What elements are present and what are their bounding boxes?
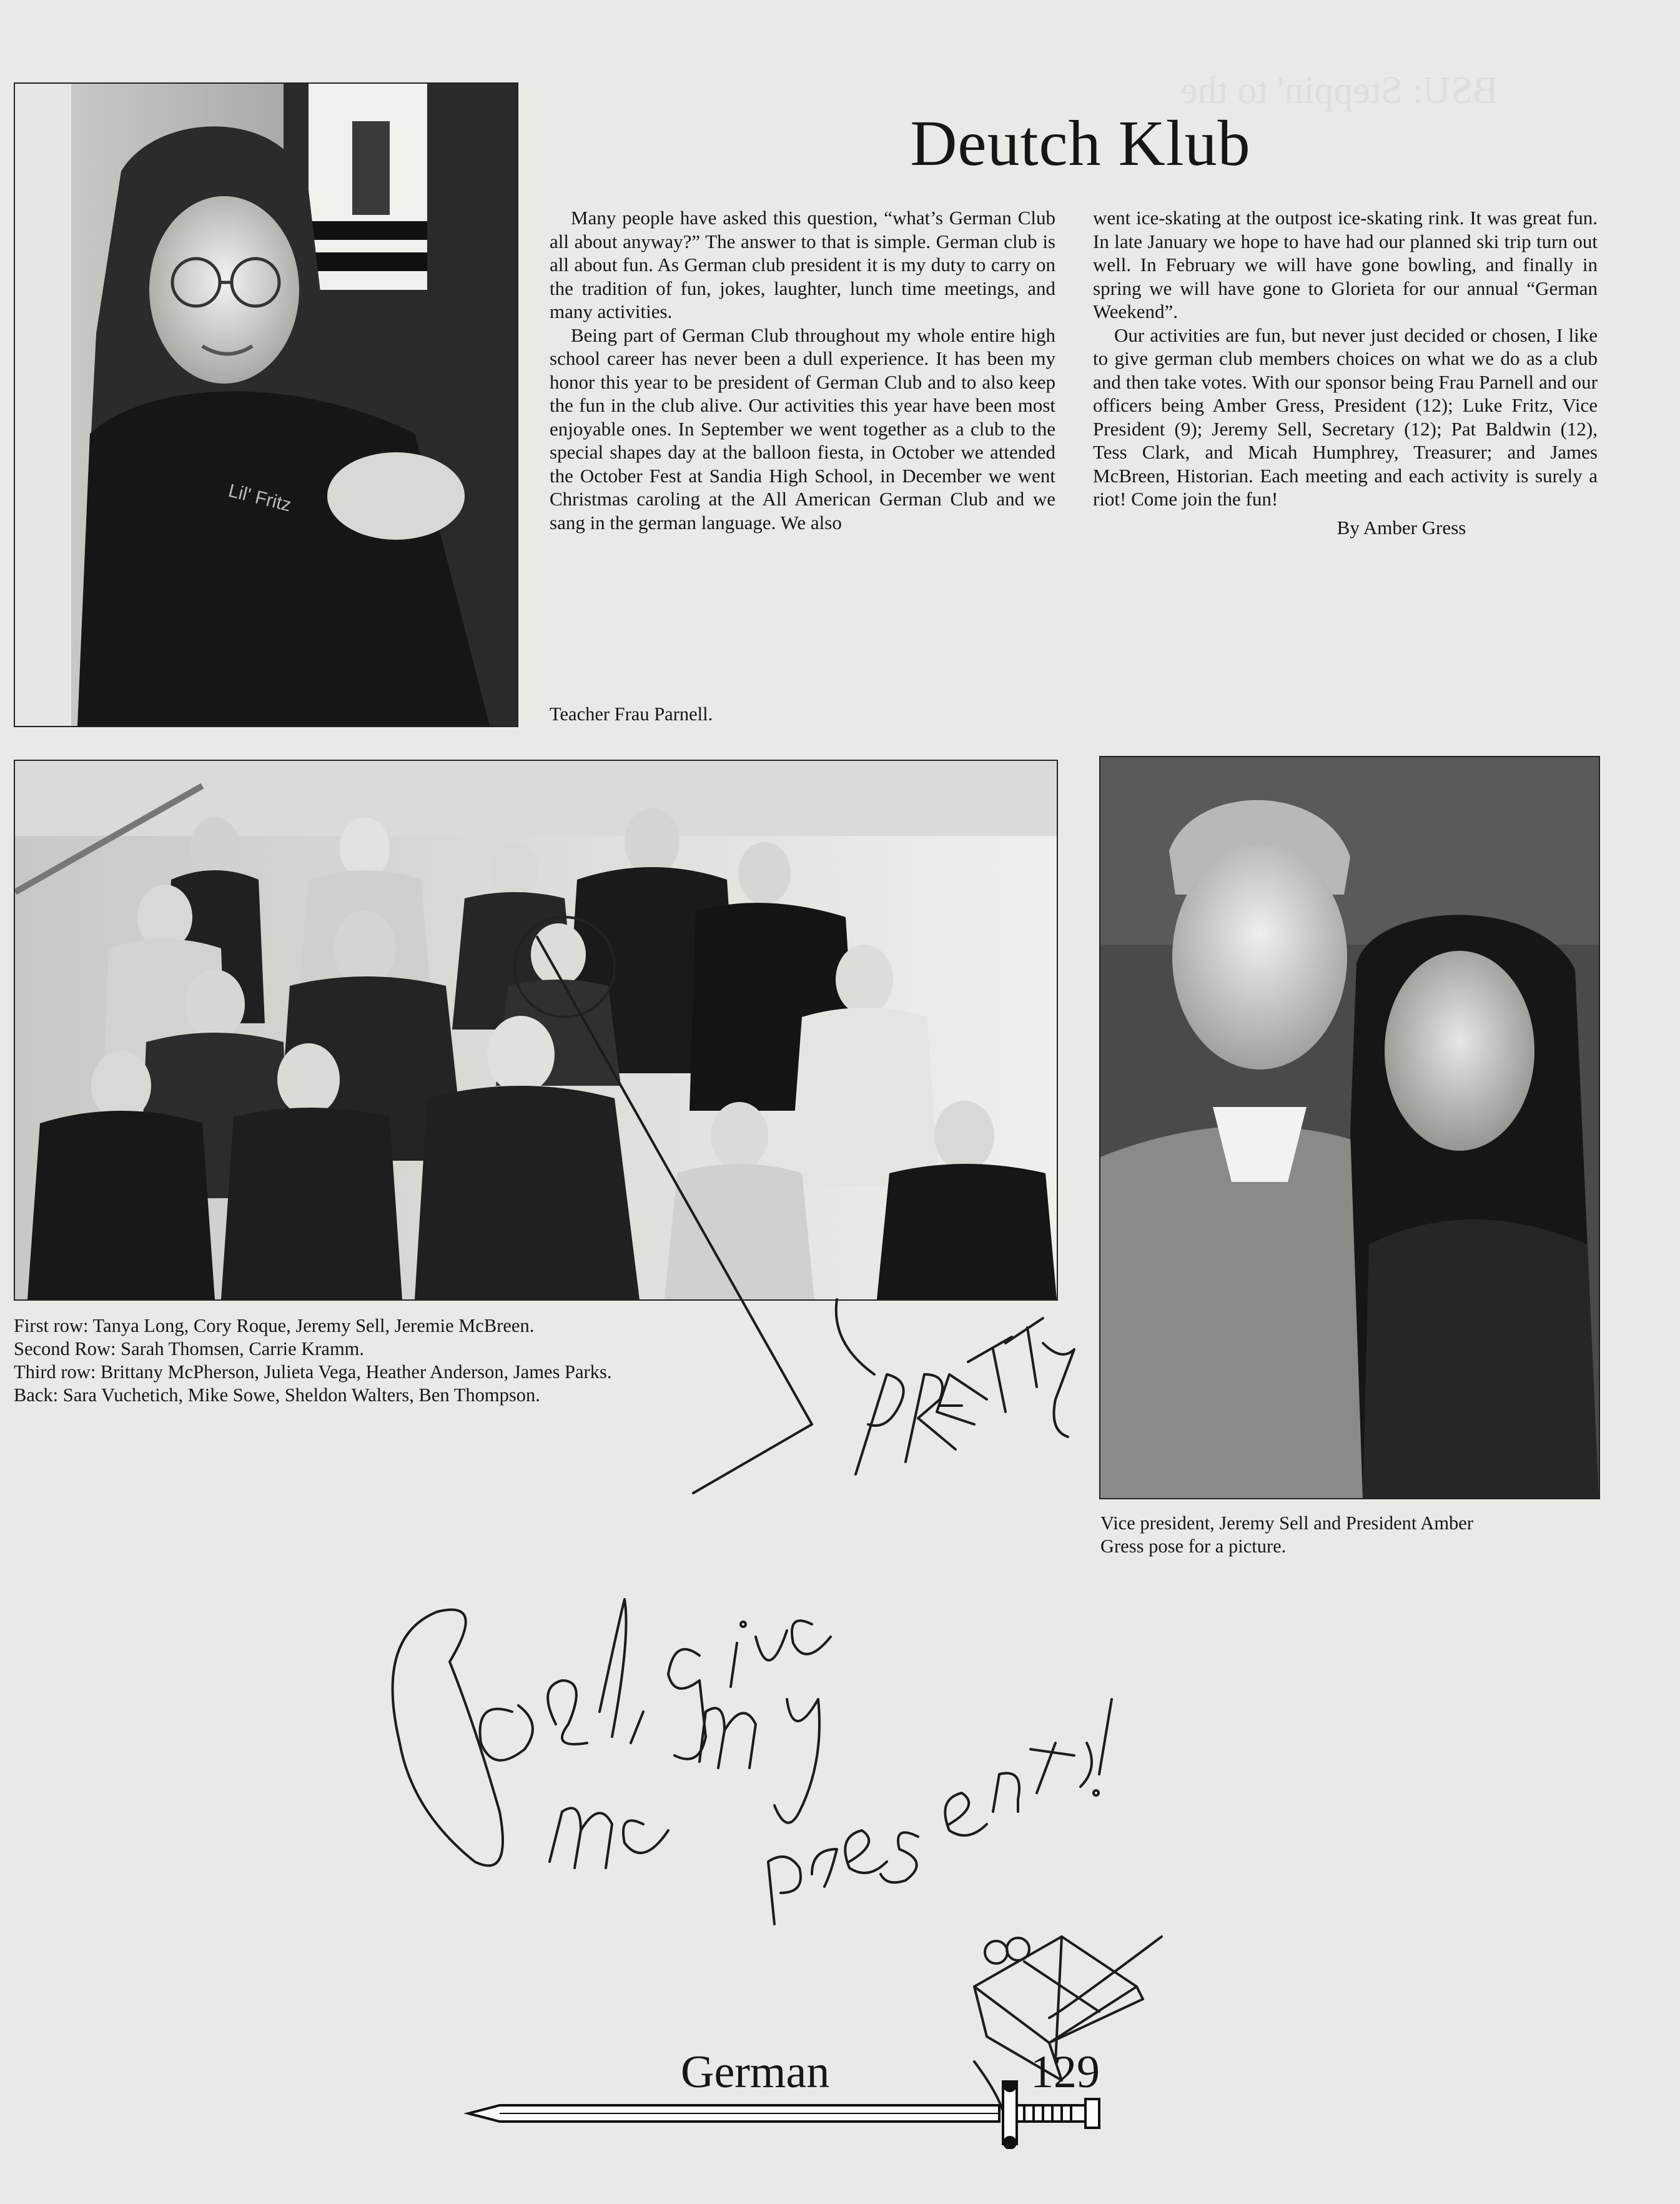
caption-line: Vice president, Jeremy Sell and President Amber xyxy=(1100,1512,1473,1534)
page-number: 129 xyxy=(1030,2047,1100,2098)
teacher-photo-caption: Teacher Frau Parnell. xyxy=(550,703,713,725)
bleed-through-heading: BSU: Steppin' to the xyxy=(1180,69,1498,112)
svg-text:Lil' Fritz: Lil' Fritz xyxy=(226,480,294,516)
caption-line: Gress pose for a picture. xyxy=(1100,1536,1287,1557)
page-title: Deutch Klub xyxy=(910,107,1251,179)
article-paragraph: Many people have asked this question, “what’s German Club all about anyway?” The answer to that is simple. German club is all about fun. As German club president it is my duty to carry on the tradition of fun, jokes, laughter, lunch time meetings, and many activities. xyxy=(550,207,1055,322)
footer-section-name: German xyxy=(681,2047,830,2098)
article-paragraph: Our activities are fun, but never just decided or chosen, I like to give german club members choices on what we do as a club and then take votes. With our sponsor being Frau Parnell and our officers being Amber Gress, President (12); Luke Fritz, Vice President (9); Jeremy Sell, Secretary (12); Pat Baldwin (12), Tess Clark, and Micah Humphrey, Treasurer; and James McBreen, Historian. Each meeting and each activity is surely a riot! Come join the fun! xyxy=(1093,324,1598,510)
caption-line: Back: Sara Vuchetich, Mike Sowe, Sheldon Walters, Ben Thompson. xyxy=(14,1384,540,1406)
byline: By Amber Gress xyxy=(1337,516,1466,539)
article-paragraph: Being part of German Club throughout my whole entire high school career has never been a dull experience. It has been my honor this year to be president of German Club and to also keep the fun in the club alive. Our activities this year have been most enjoyable ones. In September we went together as a club to the special shapes day at the balloon fiesta, in October we attended the October Fest at Sandia High School, in December we went Christmas caroling at the All American German Club and we sang in the german language. We also xyxy=(550,324,1055,534)
sword-icon xyxy=(462,2080,1137,2149)
caption-line: Second Row: Sarah Thomsen, Carrie Kramm. xyxy=(14,1338,365,1359)
officers-photo xyxy=(1099,756,1600,1499)
article-column-2 xyxy=(1093,206,1598,539)
article-column-1 xyxy=(550,206,1055,534)
group-photo-caption xyxy=(14,1314,888,1407)
teacher-photo xyxy=(14,82,518,727)
caption-line: Third row: Brittany McPherson, Julieta Vega, Heather Anderson, James Parks. xyxy=(14,1361,612,1382)
caption-line: First row: Tanya Long, Cory Roque, Jeremy Sell, Jeremie McBreen. xyxy=(14,1315,535,1336)
group-photo xyxy=(14,760,1058,1301)
officers-photo-caption xyxy=(1100,1512,1600,1558)
article-paragraph: went ice-skating at the outpost ice-skating rink. It was great fun. In late January we hope to have had our planned ski trip turn out well. In February we will have gone bowling, and finally in spring we will have gone to Glorieta for our annual “German Weekend”. xyxy=(1093,207,1598,322)
